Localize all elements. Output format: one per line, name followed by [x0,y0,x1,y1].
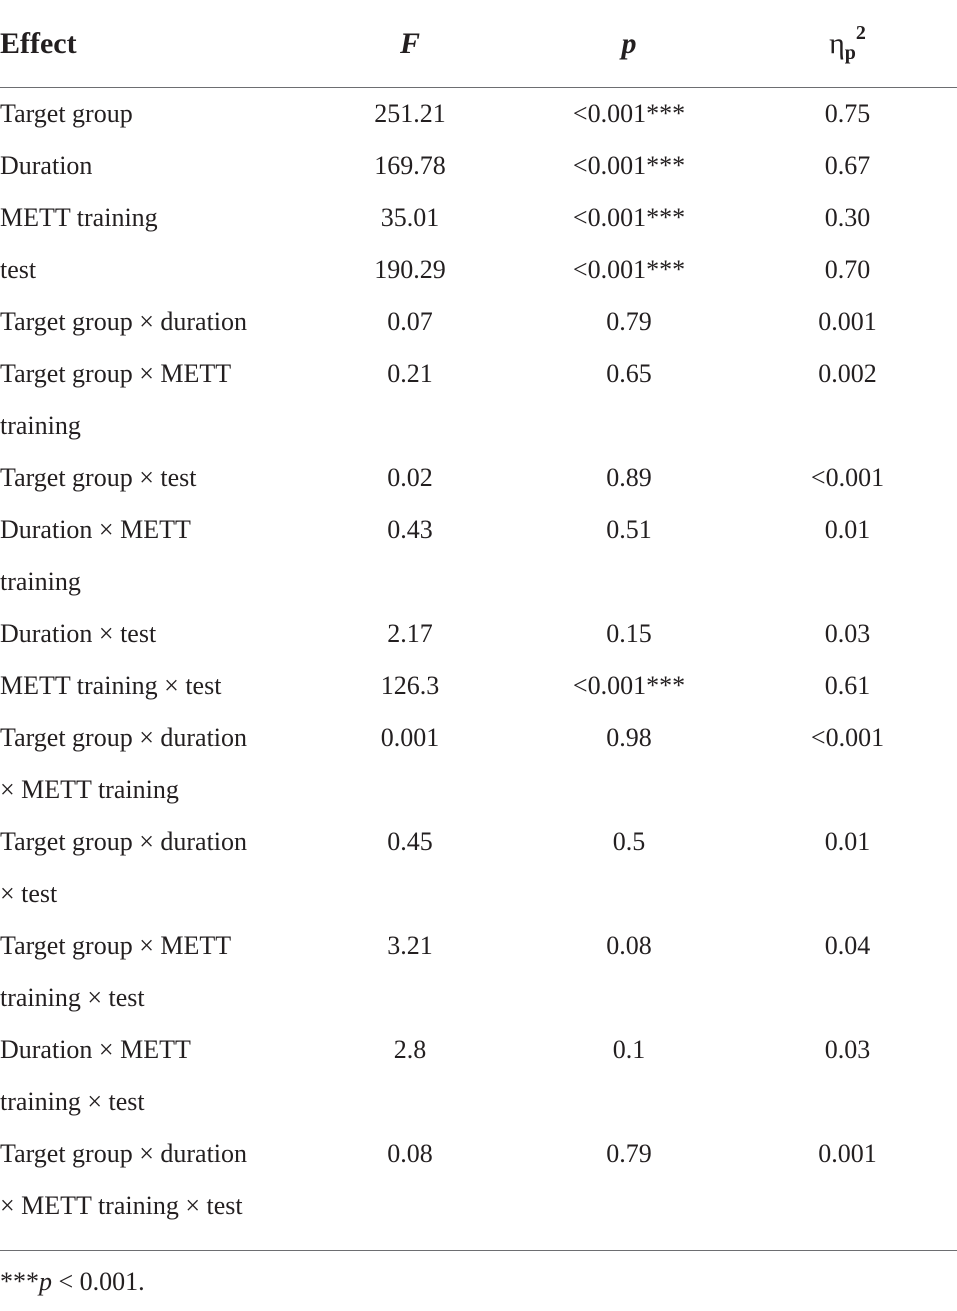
cell-f: 35.01 [380,203,440,232]
cell-effect: Target group × duration × test [0,827,248,908]
cell-f: 169.78 [374,151,446,180]
table-row [0,192,957,244]
cell-f: 0.07 [387,307,433,336]
footnote-stars: *** [0,1267,39,1296]
cell-p: <0.001*** [572,151,686,180]
table-row [0,920,957,1024]
eta-superscript: 2 [855,22,866,44]
table-row [0,1128,957,1251]
cell-effect: Target group × duration × METT training [0,723,248,804]
cell-f: 0.43 [387,515,433,544]
cell-f: 0.001 [380,723,440,752]
cell-p: 0.1 [612,1035,646,1064]
cell-eta: 0.70 [824,255,871,284]
table-row [0,452,957,504]
cell-effect: METT training [0,203,158,232]
table-row [0,816,957,920]
cell-effect: METT training × test [0,671,222,700]
cell-p: <0.001*** [572,203,686,232]
cell-eta: 0.01 [824,827,871,856]
eta-subscript: p [844,42,856,64]
cell-p: <0.001*** [572,671,686,700]
cell-p: 0.89 [606,463,652,492]
table-body [0,88,957,1251]
cell-effect: Target group × test [0,463,197,492]
cell-eta: 0.01 [824,515,871,544]
cell-eta: 0.67 [824,151,871,180]
cell-p: 0.5 [612,827,646,856]
cell-p: 0.79 [606,307,652,336]
cell-eta: <0.001 [810,723,885,752]
header-row [0,0,957,88]
cell-effect: Target group × duration [0,307,248,336]
cell-f: 251.21 [374,99,446,128]
table-row [0,244,957,296]
footnote-text: < 0.001. [52,1267,145,1296]
cell-eta: <0.001 [810,463,885,492]
cell-effect: Duration [0,151,93,180]
cell-p: 0.08 [606,931,652,960]
cell-p: 0.65 [606,359,652,388]
cell-eta: 0.04 [824,931,871,960]
table-row [0,296,957,348]
cell-p: 0.15 [606,619,652,648]
cell-eta: 0.61 [824,671,871,700]
cell-f: 0.45 [387,827,433,856]
cell-f: 0.21 [387,359,433,388]
cell-eta: 0.03 [824,1035,871,1064]
cell-effect: Target group × duration × METT training × test [0,1128,300,1251]
cell-eta: 0.001 [818,307,877,336]
footnote-p: p [39,1267,52,1296]
eta-symbol: η [829,27,845,60]
cell-f: 0.02 [387,463,433,492]
table-row [0,140,957,192]
table-row [0,660,957,712]
table-header [0,0,957,88]
cell-eta: 0.001 [738,1128,957,1251]
cell-effect: Duration × test [0,619,157,648]
cell-effect: Duration × METT training × test [0,1035,191,1116]
cell-f: 2.17 [387,619,433,648]
cell-effect: Target group [0,99,133,128]
header-effect: Effect [0,0,300,88]
cell-f: 3.21 [387,931,433,960]
table-row [0,88,957,141]
cell-eta: 0.30 [824,203,871,232]
cell-eta: 0.002 [818,359,877,388]
cell-eta: 0.75 [824,99,871,128]
table-row [0,608,957,660]
cell-p: 0.51 [606,515,652,544]
cell-p: <0.001*** [572,99,686,128]
header-f: F [300,0,520,88]
cell-p: 0.98 [606,723,652,752]
cell-effect: Target group × METT training × test [0,931,232,1012]
table-row [0,712,957,816]
cell-effect: Target group × METT training [0,359,232,440]
table-row [0,1024,957,1128]
table-footnote [0,1265,957,1299]
cell-effect: test [0,255,37,284]
cell-f: 0.08 [300,1128,520,1251]
cell-f: 190.29 [374,255,446,284]
table-row [0,348,957,452]
header-p: p [520,0,738,88]
cell-eta: 0.03 [824,619,871,648]
table-row [0,504,957,608]
cell-p: 0.79 [520,1128,738,1251]
cell-effect: Duration × METT training [0,515,191,596]
cell-f: 2.8 [393,1035,427,1064]
cell-p: <0.001*** [572,255,686,284]
header-eta-squared [738,0,957,88]
cell-f: 126.3 [380,671,440,700]
